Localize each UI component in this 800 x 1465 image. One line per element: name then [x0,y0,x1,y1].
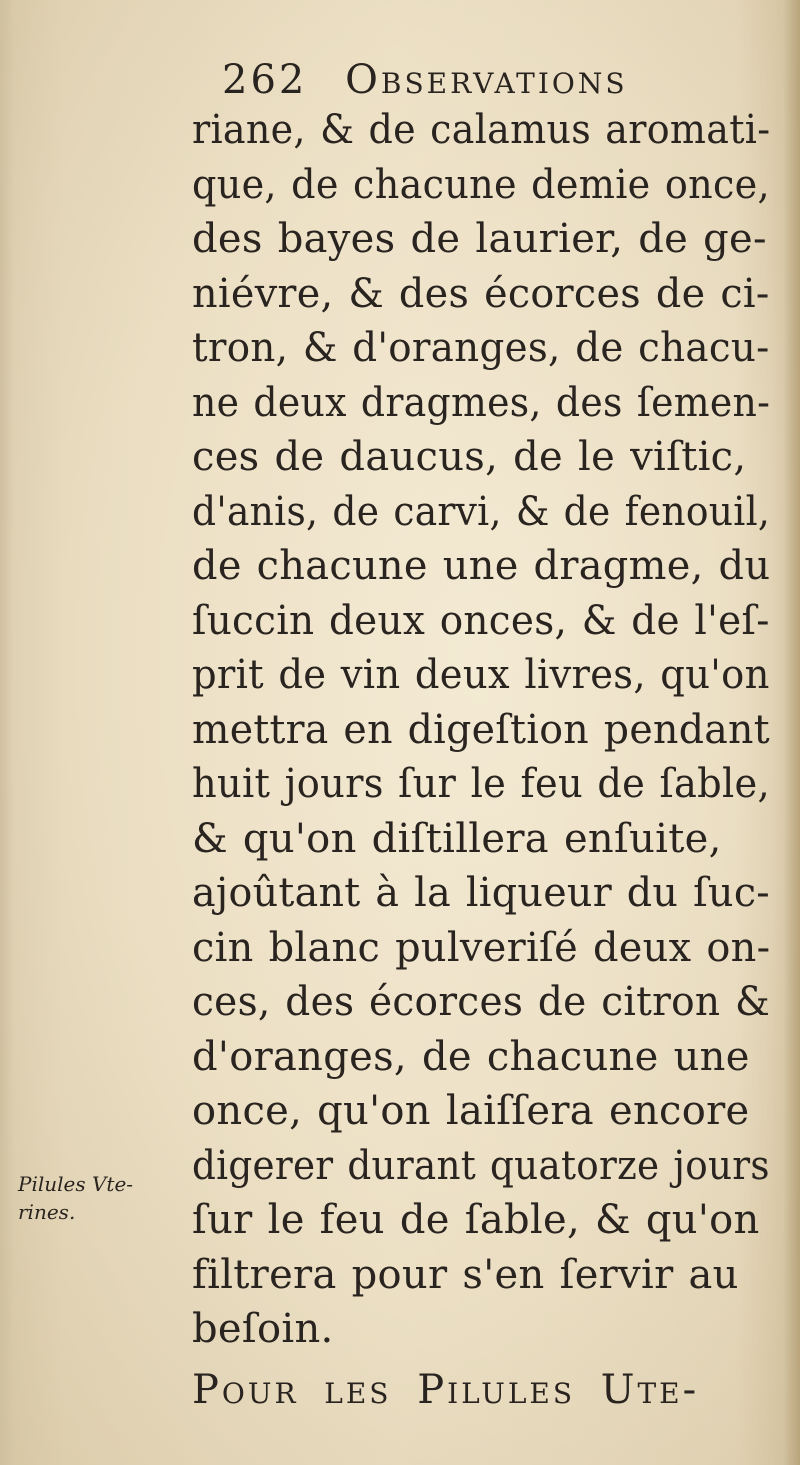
text-line: filtrera pour s'en ſervir au [192,1251,739,1298]
text-line: ne deux dragmes, des ſemen- [192,379,771,426]
text-line: prit de vin deux livres, qu'on [192,652,770,698]
text-line: huit jours ſur le feu de ſable, [192,761,770,807]
text-line: riane, & de calamus aromati- [192,107,771,153]
margin-note-line: Pilules Vte- [18,1172,134,1196]
page-header [222,52,742,108]
page-left-edge [0,0,14,1465]
text-line: tron, & d'oranges, de chacu- [192,325,770,371]
text-line: d'oranges, de chacune une [192,1033,750,1080]
text-line: beſoin. [192,1306,334,1352]
text-line: ces de daucus, de le viſtic, [192,434,747,480]
text-line: ajoûtant à la liqueur du ſuc- [192,870,770,916]
page-number: 262 [222,57,308,103]
text-line: once, qu'on laiſſera encore [192,1088,750,1134]
text-line: d'anis, de carvi, & de fenouil, [192,488,771,535]
section-heading: Pour les Pilules Ute- [192,1366,700,1413]
text-line: niévre, & des écorces de ci- [192,270,770,317]
text-line: ces, des écorces de citron & [192,979,771,1025]
text-line: mettra en digeſtion pendant [192,706,770,753]
text-line: digerer durant quatorze jours [192,1142,770,1189]
text-line: & qu'on diſtillera enſuite, [192,815,722,862]
margin-note [18,1170,188,1226]
text-line: que, de chacune demie once, [192,161,770,208]
text-line: ſuccin deux onces, & de l'eſ- [192,597,770,644]
text-line: cin blanc pulveriſé deux on- [192,924,771,971]
body-text [192,103,770,1417]
text-line: de chacune une dragme, du [192,543,771,589]
page-gutter-shadow [772,0,800,1465]
text-line: des bayes de laurier, de ge- [192,216,767,262]
margin-note-line: rines. [18,1200,76,1224]
text-line: ſur le feu de ſable, & qu'on [192,1197,760,1243]
running-title: Observations [345,57,628,103]
